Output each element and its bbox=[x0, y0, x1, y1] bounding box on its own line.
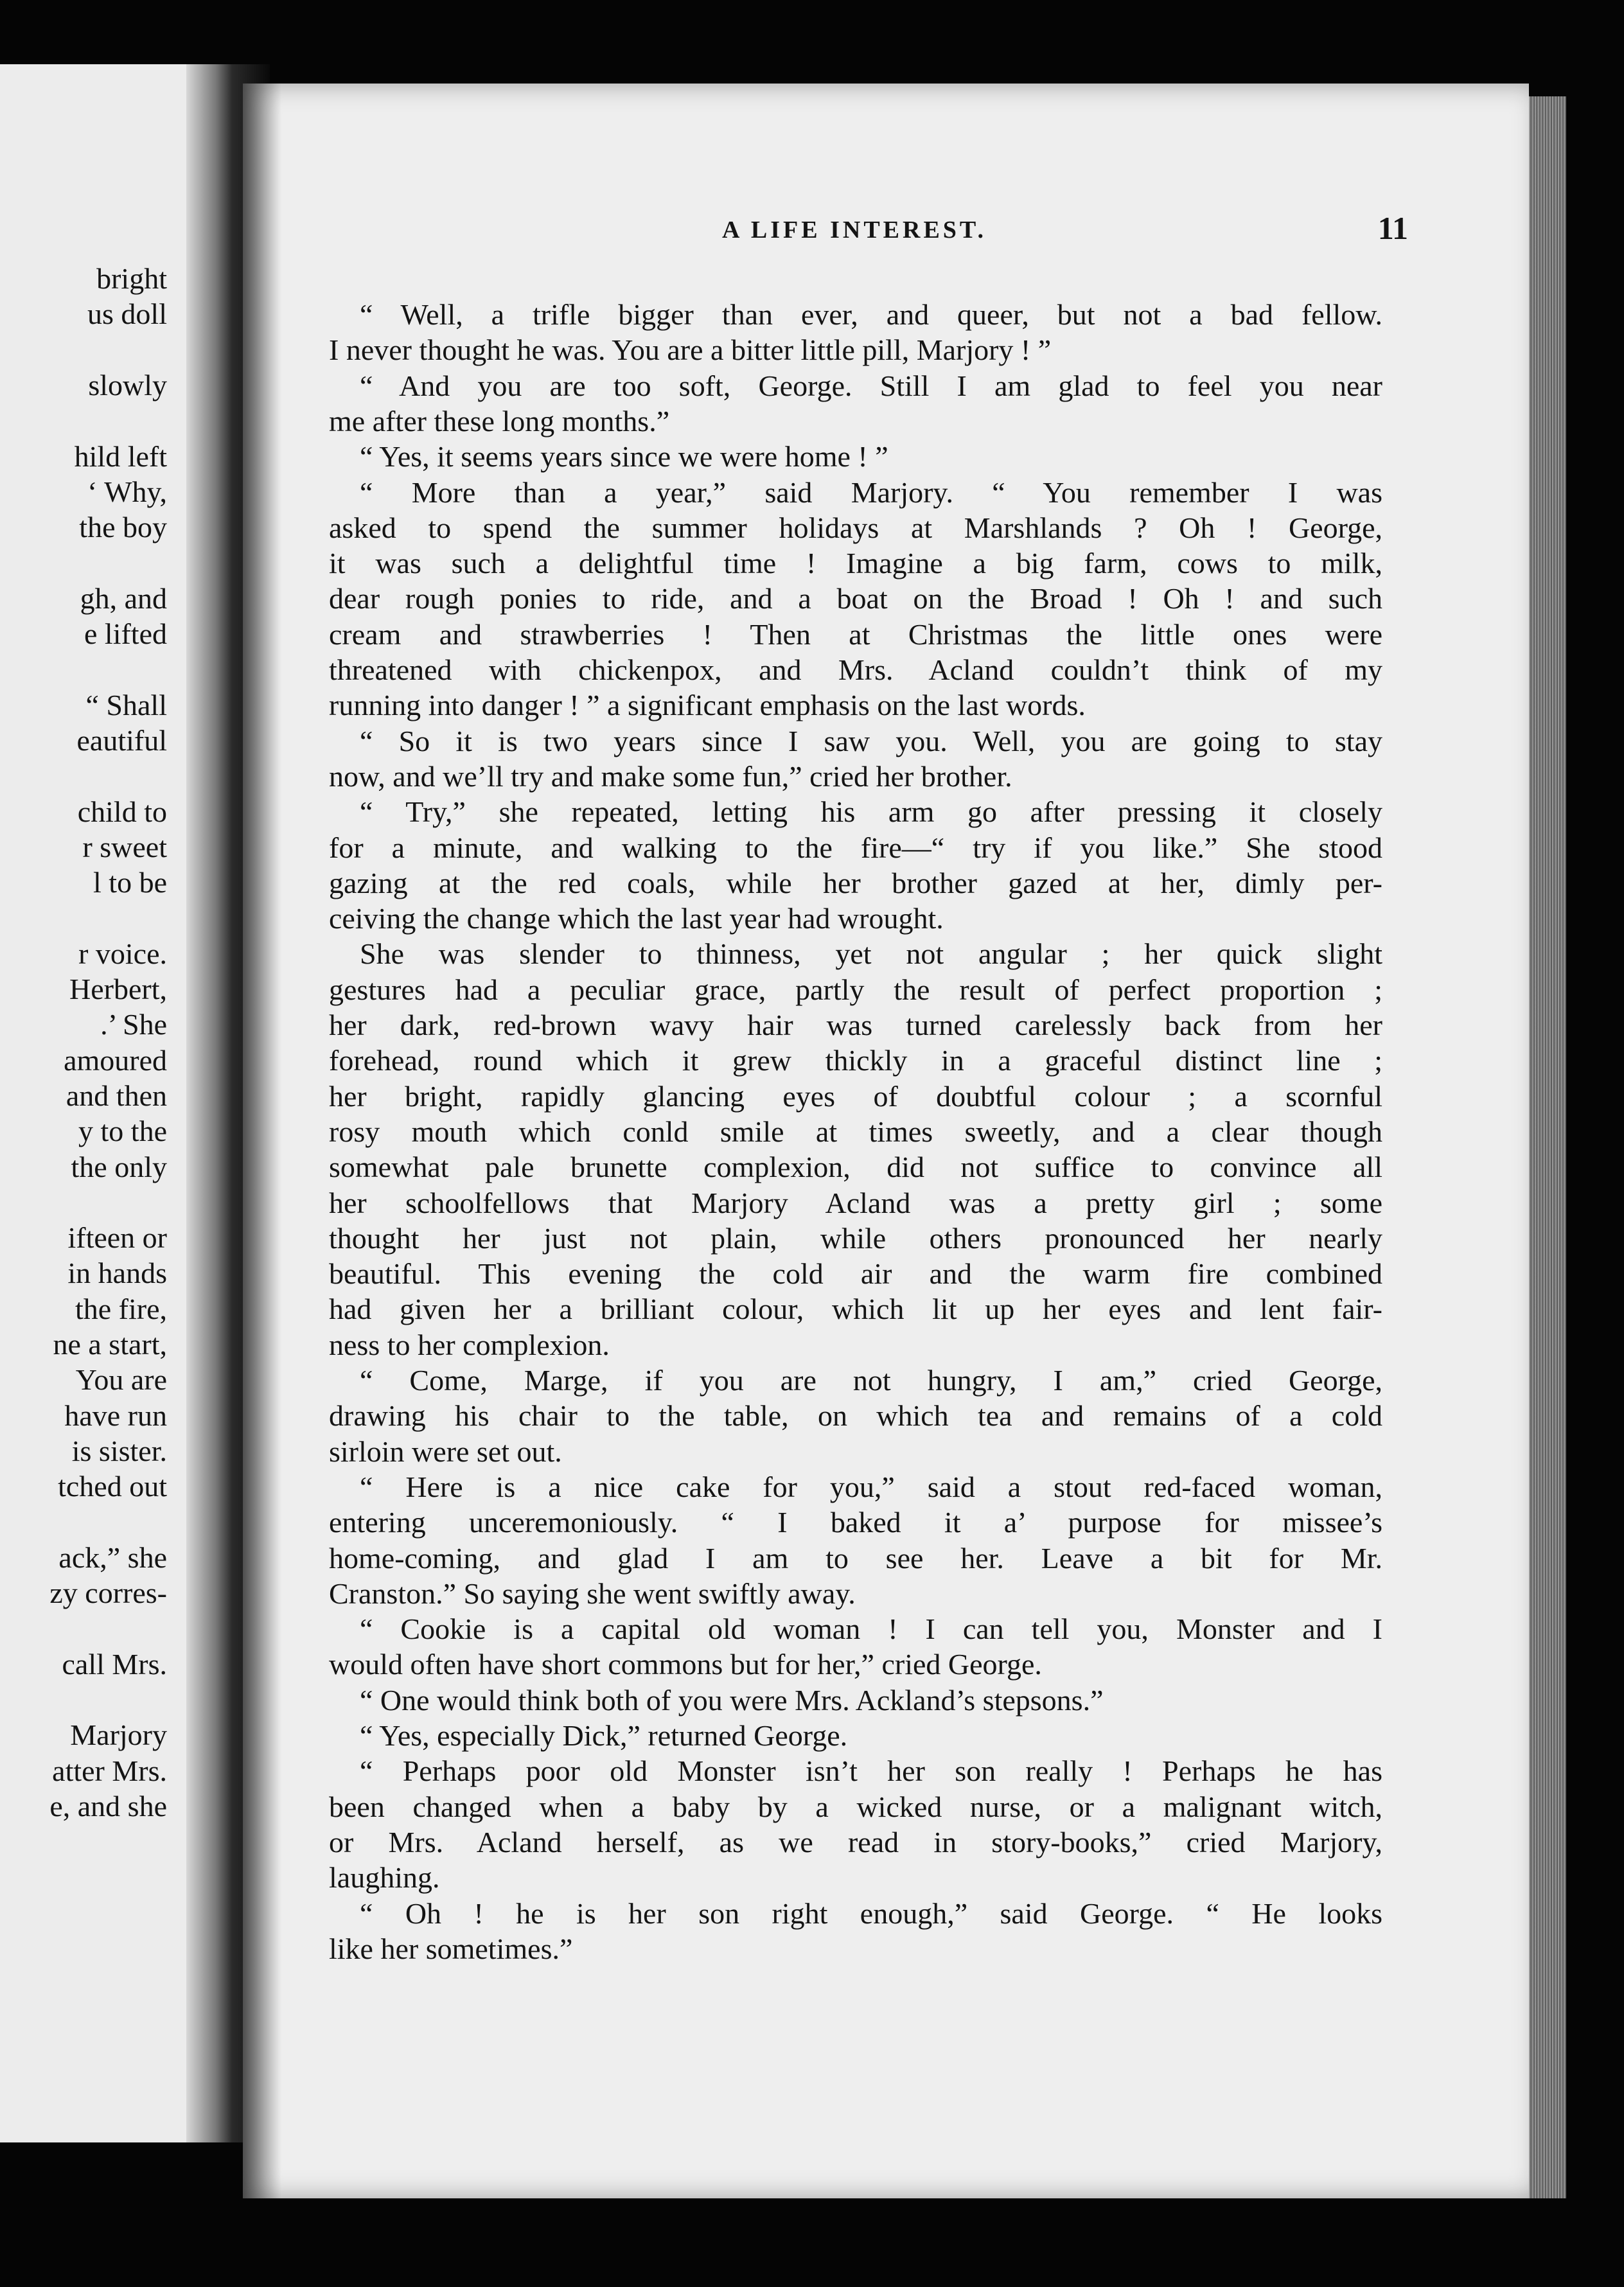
spine-shadow bbox=[243, 84, 281, 2198]
left-page-fragment: ‘ Why, bbox=[87, 475, 167, 508]
left-page-fragment: have run bbox=[64, 1399, 167, 1432]
text-line: asked to spend the summer holidays at Marshlands ? Oh ! George, bbox=[329, 511, 1382, 544]
text-line: for a minute, and walking to the fire—“ try if you like.” She stood bbox=[329, 831, 1382, 864]
left-page-fragment: ack,” she bbox=[58, 1541, 167, 1574]
text-line: now, and we’ll try and make some fun,” cried her brother. bbox=[329, 759, 1012, 793]
text-line: cream and strawberries ! Then at Christmas the little ones were bbox=[329, 617, 1382, 651]
left-page-fragment: the only bbox=[71, 1150, 167, 1183]
text-line: I never thought he was. You are a bitter little pill, Marjory ! ” bbox=[329, 333, 1052, 367]
left-page-fragment: Herbert, bbox=[69, 973, 167, 1005]
text-line: me after these long months.” bbox=[329, 404, 670, 437]
text-line: running into danger ! ” a significant emphasis on the last words. bbox=[329, 689, 1086, 722]
text-line: rosy mouth which conld smile at times sweetly, and a clear though bbox=[329, 1115, 1382, 1148]
left-page-fragment: e lifted bbox=[84, 617, 167, 650]
text-line: gestures had a peculiar grace, partly the result of perfect proportion ; bbox=[329, 973, 1382, 1006]
left-page-fragment: us doll bbox=[87, 297, 167, 331]
left-page-fragment: and then bbox=[66, 1079, 167, 1112]
left-page-fragment: call Mrs. bbox=[62, 1647, 167, 1681]
left-page-fragment: .’ She bbox=[100, 1008, 167, 1041]
left-page-fragment: slowly bbox=[88, 368, 167, 402]
text-line: ceiving the change which the last year had wrought. bbox=[329, 902, 944, 935]
left-page-fragment: gh, and bbox=[80, 581, 167, 615]
text-line: her bright, rapidly glancing eyes of doubtful colour ; a scornful bbox=[329, 1079, 1382, 1113]
text-line: forehead, round which it grew thickly in a graceful distinct line ; bbox=[329, 1044, 1382, 1077]
left-page-fragment: You are bbox=[75, 1363, 167, 1397]
left-page-fragment: l to be bbox=[93, 866, 167, 899]
left-page-fragment: Marjory bbox=[70, 1718, 167, 1752]
text-line: thought her just not plain, while others pronounced her nearly bbox=[329, 1221, 1382, 1255]
left-page-fragment: amoured bbox=[64, 1043, 167, 1077]
text-line: drawing his chair to the table, on which tea and remains of a cold bbox=[329, 1399, 1382, 1433]
page-edge bbox=[1529, 96, 1566, 2198]
text-line: would often have short commons but for her,” cried George. bbox=[329, 1648, 1042, 1681]
left-page-fragment: child to bbox=[77, 795, 167, 828]
text-line: sirloin were set out. bbox=[329, 1435, 562, 1468]
left-page-fragment: e, and she bbox=[49, 1789, 167, 1823]
text-line: entering unceremoniously. “ I baked it a’ purpose for missee’s bbox=[329, 1506, 1382, 1539]
text-line: dear rough ponies to ride, and a boat on the Broad ! Oh ! and such bbox=[329, 582, 1382, 615]
text-line: threatened with chickenpox, and Mrs. Acland couldn’t think of my bbox=[329, 653, 1382, 686]
text-line: “ Here is a nice cake for you,” said a stout red-faced woman, bbox=[360, 1470, 1382, 1503]
left-page-fragment: ne a start, bbox=[53, 1328, 167, 1361]
text-line: “ Yes, it seems years since we were home ! ” bbox=[360, 440, 888, 473]
text-line: like her sometimes.” bbox=[329, 1932, 573, 1965]
text-line: home-coming, and glad I am to see her. Leave a bit for Mr. bbox=[329, 1541, 1382, 1575]
left-page-fragment: y to the bbox=[78, 1115, 167, 1148]
left-page-fragment: ifteen or bbox=[67, 1221, 167, 1255]
text-line: it was such a delightful time ! Imagine a big farm, cows to milk, bbox=[329, 547, 1382, 580]
text-line: “ Try,” she repeated, letting his arm go after pressing it closely bbox=[360, 795, 1382, 829]
text-line: “ Come, Marge, if you are not hungry, I am,” cried George, bbox=[360, 1364, 1382, 1397]
left-page-fragment: tched out bbox=[58, 1470, 167, 1503]
page-number: 11 bbox=[1377, 210, 1408, 246]
text-line: somewhat pale brunette complexion, did not suffice to convince all bbox=[329, 1151, 1382, 1184]
text-line: ness to her complexion. bbox=[329, 1328, 610, 1361]
text-line: Cranston.” So saying she went swiftly away. bbox=[329, 1576, 856, 1610]
running-head: A LIFE INTEREST. bbox=[722, 216, 987, 243]
left-page-fragment: the fire, bbox=[75, 1292, 167, 1325]
text-line: “ So it is two years since I saw you. Well, you are going to stay bbox=[360, 724, 1382, 757]
left-page-fragment: atter Mrs. bbox=[52, 1754, 167, 1787]
left-page-fragment: “ Shall bbox=[85, 688, 167, 721]
text-line: “ Perhaps poor old Monster isn’t her son really ! Perhaps he has bbox=[360, 1754, 1382, 1788]
text-line: She was slender to thinness, yet not angular ; her quick slight bbox=[360, 937, 1382, 971]
text-line: laughing. bbox=[329, 1861, 440, 1894]
left-page-fragment: eautiful bbox=[76, 723, 167, 757]
left-page-fragment: in hands bbox=[67, 1257, 167, 1290]
text-line: her dark, red-brown wavy hair was turned carelessly back from her bbox=[329, 1009, 1382, 1041]
text-line: “ Well, a trifle bigger than ever, and queer, but not a bad fellow. bbox=[360, 298, 1382, 331]
text-line: “ Yes, especially Dick,” returned George. bbox=[360, 1719, 848, 1752]
text-line: “ Oh ! he is her son right enough,” said George. “ He looks bbox=[360, 1896, 1382, 1930]
text-line: beautiful. This evening the cold air and the warm fire combined bbox=[329, 1257, 1382, 1291]
text-line: “ And you are too soft, George. Still I am glad to feel you near bbox=[360, 369, 1382, 402]
left-page-fragment: zy corres- bbox=[49, 1576, 167, 1610]
text-line: had given her a brilliant colour, which lit up her eyes and lent fair- bbox=[329, 1293, 1382, 1326]
text-line: been changed when a baby by a wicked nurse, or a malignant witch, bbox=[329, 1790, 1382, 1823]
text-line: “ Cookie is a capital old woman ! I can tell you, Monster and I bbox=[360, 1612, 1382, 1646]
left-page-fragment: hild left bbox=[74, 439, 167, 473]
text-line: or Mrs. Acland herself, as we read in story-books,” cried Marjory, bbox=[329, 1825, 1382, 1859]
left-page-fragment: is sister. bbox=[71, 1434, 167, 1467]
left-page-fragment: the boy bbox=[79, 511, 167, 544]
left-page-fragment: r sweet bbox=[82, 830, 167, 863]
text-line: her schoolfellows that Marjory Acland was a pretty girl ; some bbox=[329, 1186, 1382, 1219]
text-line: gazing at the red coals, while her brother gazed at her, dimly per- bbox=[329, 866, 1382, 899]
text-line: “ More than a year,” said Marjory. “ You remember I was bbox=[360, 475, 1382, 509]
left-page-fragment: r voice. bbox=[78, 937, 167, 970]
text-line: “ One would think both of you were Mrs. Ackland’s stepsons.” bbox=[360, 1683, 1104, 1717]
left-page-fragment: bright bbox=[96, 262, 167, 295]
